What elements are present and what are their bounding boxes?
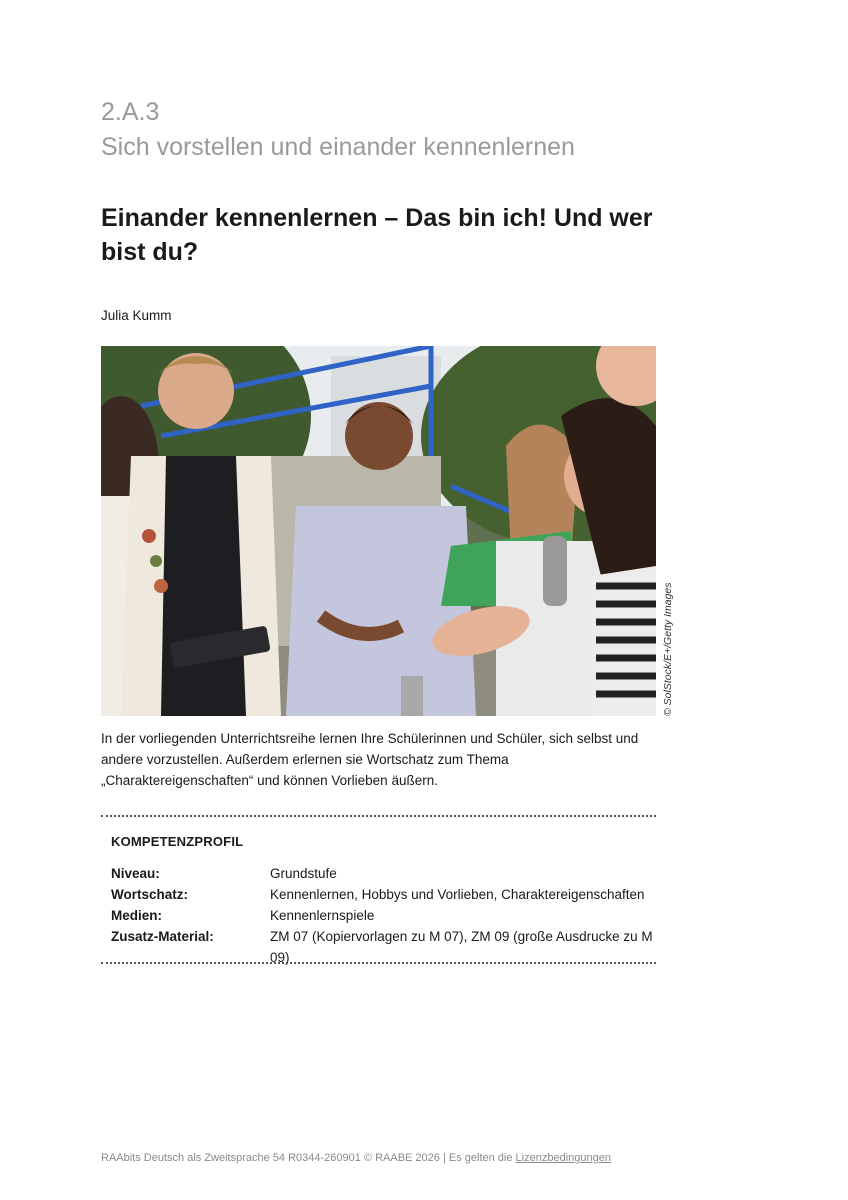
competence-row	[111, 884, 656, 905]
group-photo-illustration	[101, 346, 656, 716]
section-title: Sich vorstellen und einander kennenlernen	[101, 133, 575, 161]
divider-bottom	[101, 962, 656, 964]
competence-heading: KOMPETENZPROFIL	[111, 834, 244, 849]
competence-value: Kennenlernspiele	[270, 908, 375, 923]
competence-value: ZM 07 (Kopiervorlagen zu M 07), ZM 09 (große Ausdrucke zu M 09)	[270, 929, 653, 965]
competence-label: Niveau:	[111, 866, 160, 881]
cover-photo	[101, 346, 656, 716]
competence-value: Kennenlernen, Hobbys und Vorlieben, Charaktereigenschaften	[270, 887, 645, 902]
competence-label: Zusatz-Material:	[111, 929, 214, 944]
competence-label: Wortschatz:	[111, 887, 189, 902]
footer	[101, 1152, 611, 1164]
competence-row	[111, 863, 656, 884]
author: Julia Kumm	[101, 308, 172, 323]
competence-label: Medien:	[111, 908, 163, 923]
footer-text: RAAbits Deutsch als Zweitsprache 54 R0344-260901 © RAABE 2026 | Es gelten die	[101, 1152, 516, 1164]
page-title: Einander kennenlernen – Das bin ich! Und wer bist du?	[101, 204, 653, 266]
license-link[interactable]: Lizenzbedingungen	[515, 1152, 611, 1164]
divider-top	[101, 815, 656, 817]
intro-text: In der vorliegenden Unterrichtsreihe lernen Ihre Schülerinnen und Schüler, sich selbst und andere vorzustellen. Außerdem erlernen sie Wortschatz zum Thema „Charaktereigenschaften“ und können Vorlieben äußern.	[101, 731, 639, 788]
photo-credit: © SolStock/E+/Getty Images	[662, 582, 674, 716]
competence-row	[111, 905, 656, 926]
section-number: 2.A.3	[101, 98, 160, 126]
competence-value: Grundstufe	[270, 866, 337, 881]
intro-paragraph	[101, 728, 661, 791]
competence-profile	[111, 834, 656, 968]
